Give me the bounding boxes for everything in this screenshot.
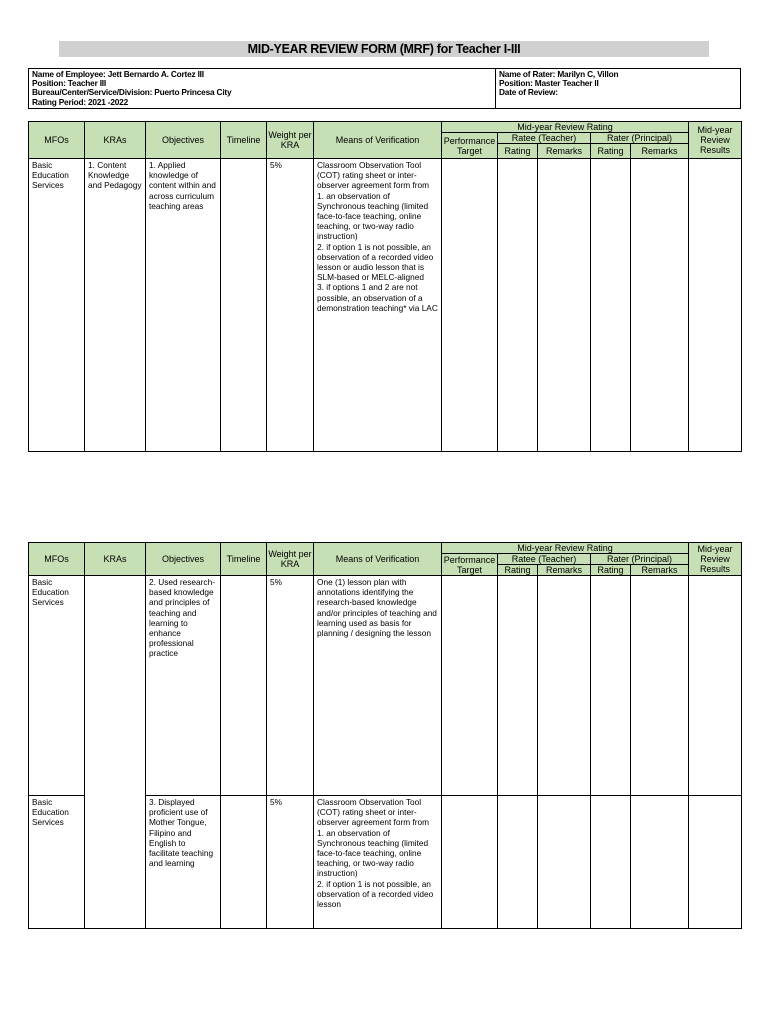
midyear-results-cell[interactable] <box>689 796 742 929</box>
ratee-rating-cell[interactable] <box>498 576 538 796</box>
header-ratee: Ratee (Teacher) <box>498 554 591 565</box>
performance-target-cell[interactable] <box>442 159 498 452</box>
header-ratee-rating: Rating <box>498 144 538 159</box>
employee-info-box <box>28 68 741 109</box>
form-title: MID-YEAR REVIEW FORM (MRF) for Teacher I-III <box>59 41 709 57</box>
header-weight: Weight per KRA <box>267 543 314 576</box>
weight-cell: 5% <box>267 796 314 929</box>
employee-division: Bureau/Center/Service/Division: Puerto Princesa City <box>32 87 232 98</box>
header-timeline: Timeline <box>221 543 267 576</box>
header-midyear-rating: Mid-year Review Rating <box>442 543 689 554</box>
midyear-results-cell[interactable] <box>689 576 742 796</box>
ratee-rating-cell[interactable] <box>498 796 538 929</box>
header-performance-target: Performance Target <box>442 133 498 159</box>
weight-cell: 5% <box>267 159 314 452</box>
review-table-1 <box>28 121 742 452</box>
header-kras: KRAs <box>85 122 146 159</box>
table-row <box>29 159 742 452</box>
review-table-2 <box>28 542 742 929</box>
mfo-cell: Basic Education Services <box>29 159 85 452</box>
rater-rating-cell[interactable] <box>591 159 631 452</box>
table-row <box>29 576 742 796</box>
objective-cell: 1. Applied knowledge of content within and across curriculum teaching areas <box>146 159 221 452</box>
objective-cell: 3. Displayed proficient use of Mother Tongue, Filipino and English to facilitate teaching and learning <box>146 796 221 929</box>
header-rater: Rater (Principal) <box>591 133 689 144</box>
performance-target-cell[interactable] <box>442 576 498 796</box>
rater-name: Name of Rater: Marilyn C, Villon <box>499 69 619 79</box>
header-means: Means of Verification <box>314 543 442 576</box>
means-cell: One (1) lesson plan with annotations identifying the research-based knowledge and/or principles of teaching and learning used as basis for planning / designing the lesson <box>314 576 442 796</box>
mfo-cell: Basic Education Services <box>29 576 85 796</box>
performance-target-cell[interactable] <box>442 796 498 929</box>
rating-period: Rating Period: 2021 -2022 <box>32 96 128 107</box>
header-performance-target: Performance Target <box>442 554 498 576</box>
header-means: Means of Verification <box>314 122 442 159</box>
midyear-results-cell[interactable] <box>689 159 742 452</box>
weight-cell: 5% <box>267 576 314 796</box>
header-rater-remarks: Remarks <box>631 144 689 159</box>
rater-remarks-cell[interactable] <box>631 796 689 929</box>
header-midyear-results: Mid-year Review Results <box>689 543 742 576</box>
header-mfos: MFOs <box>29 122 85 159</box>
header-ratee: Ratee (Teacher) <box>498 133 591 144</box>
rater-remarks-cell[interactable] <box>631 576 689 796</box>
date-of-review: Date of Review: <box>499 87 558 98</box>
header-midyear-results: Mid-year Review Results <box>689 122 742 159</box>
header-objectives: Objectives <box>146 122 221 159</box>
kra-cell <box>85 576 146 929</box>
header-midyear-rating: Mid-year Review Rating <box>442 122 689 133</box>
header-rater-rating: Rating <box>591 144 631 159</box>
ratee-remarks-cell[interactable] <box>538 576 591 796</box>
header-objectives: Objectives <box>146 543 221 576</box>
rater-rating-cell[interactable] <box>591 576 631 796</box>
header-kras: KRAs <box>85 543 146 576</box>
ratee-rating-cell[interactable] <box>498 159 538 452</box>
means-cell: Classroom Observation Tool (COT) rating sheet or inter-observer agreement form from 1. an observation of Synchronous teaching (limited face-to-face teaching, online teaching, or two-way radio instruction) 2. if option 1 is not possible, an observation of a recorded video lesson or audio lesson that is SLM-based or MELC-aligned 3. if options 1 and 2 are not possible, an observation of a demonstration teaching* via LAC <box>314 159 442 452</box>
rater-position: Position: Master Teacher II <box>499 78 599 89</box>
kra-cell: 1. Content Knowledge and Pedagogy <box>85 159 146 452</box>
ratee-remarks-cell[interactable] <box>538 159 591 452</box>
timeline-cell <box>221 159 267 452</box>
header-mfos: MFOs <box>29 543 85 576</box>
header-rater-remarks: Remarks <box>631 565 689 576</box>
header-rater-rating: Rating <box>591 565 631 576</box>
ratee-remarks-cell[interactable] <box>538 796 591 929</box>
objective-cell: 2. Used research-based knowledge and principles of teaching and learning to enhance professional practice <box>146 576 221 796</box>
timeline-cell <box>221 796 267 929</box>
timeline-cell <box>221 576 267 796</box>
header-weight: Weight per KRA <box>267 122 314 159</box>
means-cell: Classroom Observation Tool (COT) rating sheet or inter-observer agreement form from 1. an observation of Synchronous teaching (limited face-to-face teaching, online teaching, or two-way radio instruction) 2. if option 1 is not possible, an observation of a recorded video lesson <box>314 796 442 929</box>
header-ratee-remarks: Remarks <box>538 144 591 159</box>
header-timeline: Timeline <box>221 122 267 159</box>
rater-info <box>496 69 740 110</box>
employee-info <box>29 69 496 108</box>
header-rater: Rater (Principal) <box>591 554 689 565</box>
mfo-cell: Basic Education Services <box>29 796 85 929</box>
rater-rating-cell[interactable] <box>591 796 631 929</box>
rater-remarks-cell[interactable] <box>631 159 689 452</box>
header-ratee-rating: Rating <box>498 565 538 576</box>
header-ratee-remarks: Remarks <box>538 565 591 576</box>
employee-name: Name of Employee: Jett Bernardo A. Cortez III <box>32 69 204 79</box>
employee-position: Position: Teacher III <box>32 78 107 89</box>
